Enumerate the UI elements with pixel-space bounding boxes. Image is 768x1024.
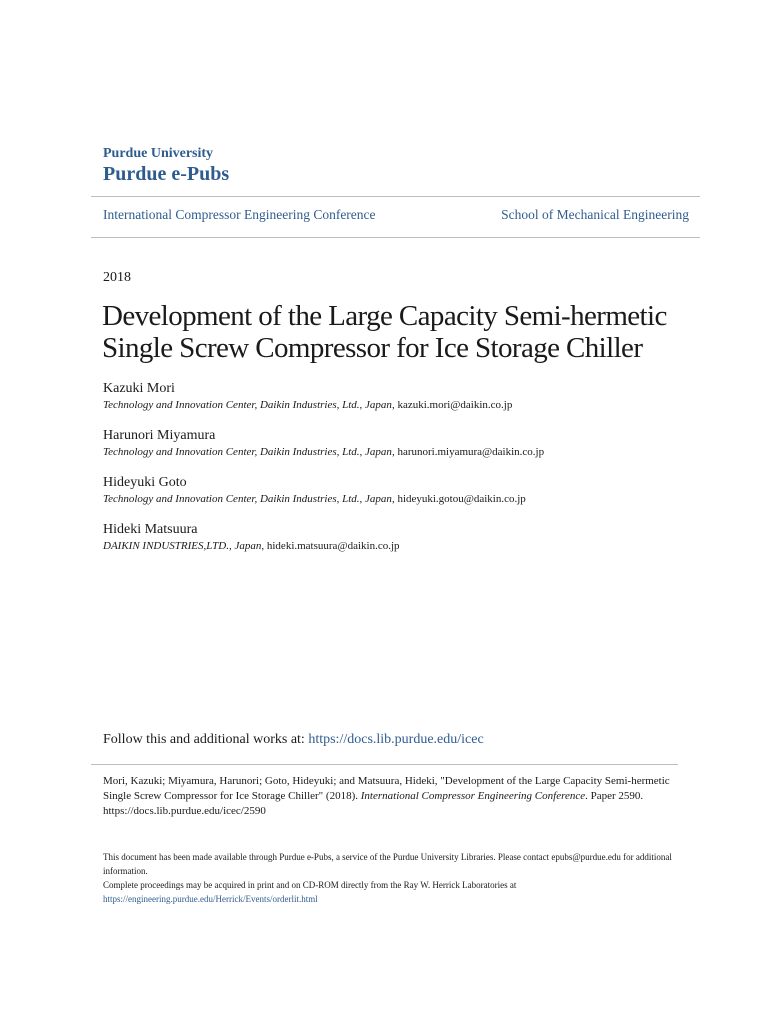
author-name: Harunori Miyamura (103, 428, 216, 443)
title-line-1: Development of the Large Capacity Semi-hermetic (102, 300, 667, 332)
university-link[interactable]: Purdue University (103, 146, 214, 161)
repository-header (103, 145, 229, 186)
author-entry (103, 380, 723, 413)
title-line-2: Single Screw Compressor for Ice Storage Chiller (102, 332, 643, 364)
author-email: kazuki.mori@daikin.co.jp (397, 399, 513, 411)
author-affiliation: Technology and Innovation Center, Daikin Industries, Ltd., Japan, hideyuki.gotou@daikin.co.jp (103, 493, 526, 505)
author-email: hideki.matsuura@daikin.co.jp (266, 540, 400, 552)
author-email: hideyuki.gotou@daikin.co.jp (397, 493, 526, 505)
author-affiliation: Technology and Innovation Center, Daikin Industries, Ltd., Japan, kazuki.mori@daikin.co.jp (103, 399, 513, 411)
follow-label: Follow this and additional works at: (103, 732, 309, 747)
school-link[interactable]: School of Mechanical Engineering (501, 207, 689, 222)
herrick-orderlit-link[interactable]: https://engineering.purdue.edu/Herrick/Events/orderlit.html (103, 894, 318, 904)
author-name: Hideyuki Goto (103, 475, 187, 490)
publication-year: 2018 (103, 270, 131, 285)
notice-text: Complete proceedings may be acquired in print and on CD-ROM directly from the Ray W. Herrick Laboratories at (103, 880, 517, 890)
citation-paper-number: . Paper 2590. (585, 790, 644, 802)
nav-divider (91, 237, 700, 238)
citation-text: Mori, Kazuki; Miyamura, Harunori; Goto, Hideyuki; and Matsuura, Hideki, "Development of the Large Capacity Semi-hermetic Single Screw Compressor for Ice Storage Chiller" (2018). (103, 775, 670, 802)
notice-line-2 (103, 878, 683, 906)
repository-notice (103, 850, 683, 906)
collection-url-link[interactable]: https://docs.lib.purdue.edu/icec (308, 732, 484, 747)
author-list (103, 380, 723, 568)
author-institution: DAIKIN INDUSTRIES,LTD., Japan (103, 540, 262, 552)
author-name: Kazuki Mori (103, 381, 175, 396)
collection-links (103, 207, 689, 223)
citation-divider (91, 764, 678, 765)
paper-title (102, 300, 702, 364)
notice-line-1: This document has been made available through Purdue e-Pubs, a service of the Purdue University Libraries. Please contact epubs@purdue.edu for additional information. (103, 852, 672, 876)
citation-conference: International Compressor Engineering Conference (360, 790, 586, 802)
author-entry (103, 474, 723, 507)
author-affiliation: Technology and Innovation Center, Daikin Industries, Ltd., Japan, harunori.miyamura@daikin.co.jp (103, 446, 545, 458)
author-entry (103, 521, 723, 554)
conference-link[interactable]: International Compressor Engineering Conference (103, 207, 376, 222)
recommended-citation (103, 774, 673, 819)
author-affiliation: DAIKIN INDUSTRIES,LTD., Japan, hideki.matsuura@daikin.co.jp (103, 540, 400, 552)
top-divider (91, 196, 700, 197)
author-email: harunori.miyamura@daikin.co.jp (397, 446, 545, 458)
author-institution: Technology and Innovation Center, Daikin Industries, Ltd., Japan (103, 446, 392, 458)
author-name: Hideki Matsuura (103, 522, 198, 537)
author-institution: Technology and Innovation Center, Daikin Industries, Ltd., Japan (103, 399, 392, 411)
author-institution: Technology and Innovation Center, Daikin Industries, Ltd., Japan (103, 493, 392, 505)
author-entry (103, 427, 723, 460)
repository-link[interactable]: Purdue e-Pubs (103, 163, 230, 185)
citation-url[interactable]: https://docs.lib.purdue.edu/icec/2590 (103, 805, 266, 817)
follow-line (103, 732, 484, 748)
